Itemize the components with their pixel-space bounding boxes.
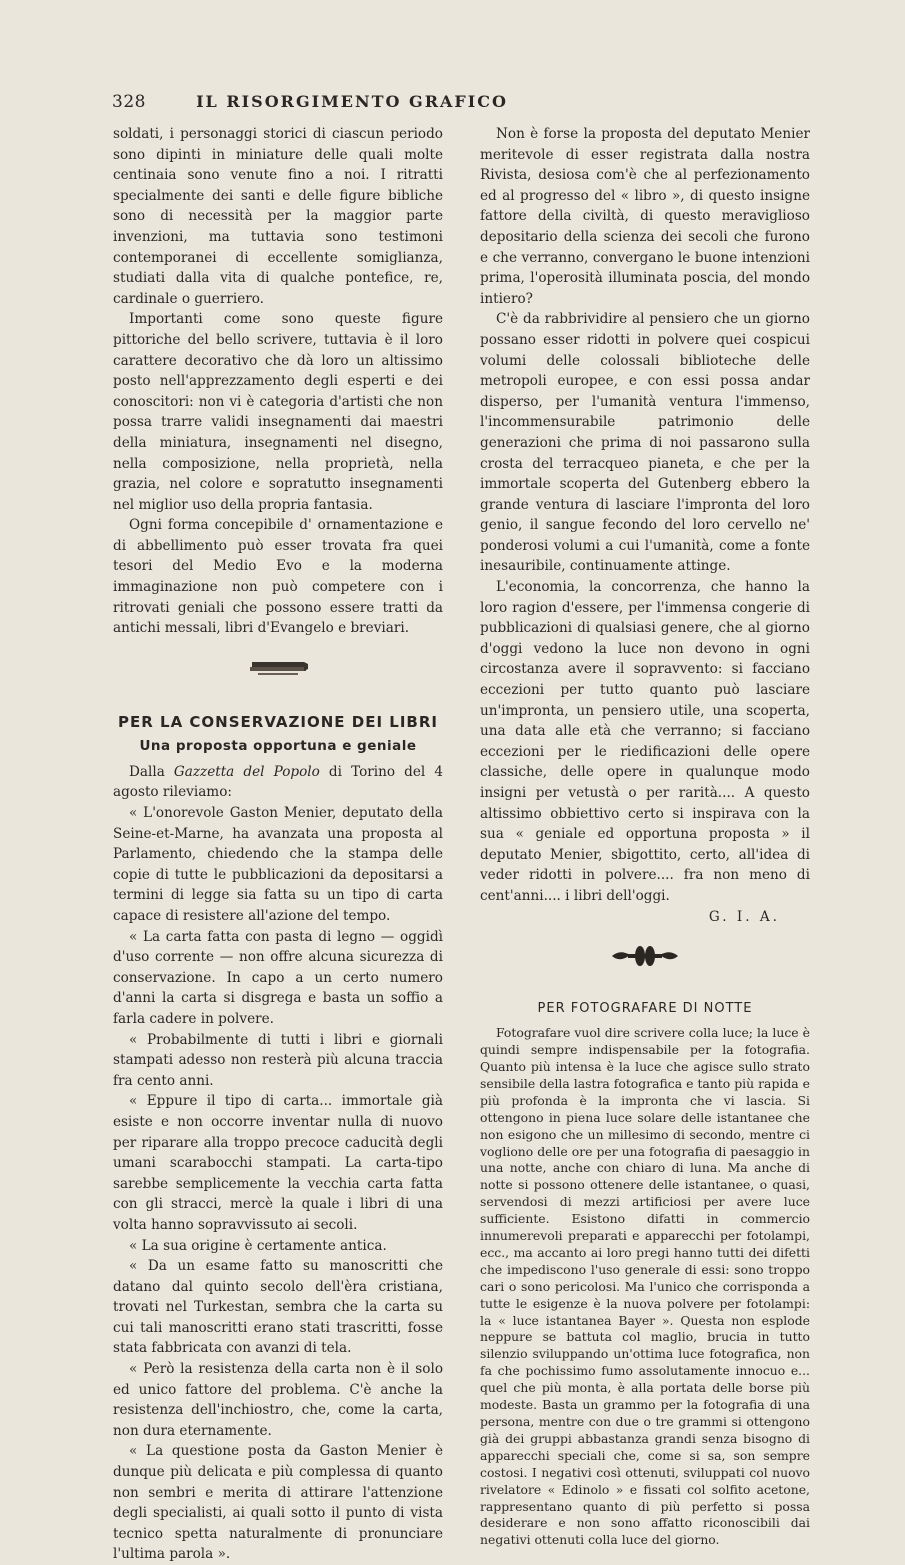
section-title: PER FOTOGRAFARE DI NOTTE — [537, 1001, 753, 1017]
section-subtitle: Una proposta opportuna e geniale — [139, 737, 417, 754]
right-column — [480, 124, 810, 1549]
quote-paragraph: « Da un esame fatto su manoscritti che datano dal quinto secolo dell'èra cristiana, trovati nel Turkestan, sembra che la carta su cui tali manoscritti erano stati trascritti, fosse stata fabbricata con avanzi di tela. — [113, 1258, 443, 1357]
left-column — [113, 124, 443, 1565]
section-intro: Dalla Gazzetta del Popolo di Torino del 4 agosto rileviamo: — [113, 763, 444, 801]
quote-paragraph: « L'onorevole Gaston Menier, deputato della Seine-et-Marne, ha avanzata una proposta al Parlamento, chiedendo che la stampa delle copie di tutte le pubblicazioni da depositarsi a termini di legge sia fatta su un tipo di carta capace di resistere all'azione del tempo. — [113, 805, 443, 924]
section-title: PER LA CONSERVAZIONE DEI LIBRI — [118, 712, 438, 731]
quote-paragraph: « Eppure il tipo di carta... immortale già esiste e non occorre inventar nulla di nuovo per riparare alla troppo precoce caducità degli umani scarabocchi stampati. La carta-tipo sarebbe semplicemente la vecchia carta fatta con gli stracci, mercè la quale i libri di una volta hanno sopravvissuto ai secoli. — [113, 1093, 443, 1233]
quote-paragraph: « La carta fatta con pasta di legno — oggidì d'uso corrente — non offre alcuna sicurezza di conservazione. In capo a un certo numero d'anni la carta si disgrega e basta un soffio a farla cadere in polvere. — [113, 928, 443, 1027]
paragraph: Importanti come sono queste figure pittoriche del bello scrivere, tuttavia è il loro carattere decorativo che dà loro un altissimo posto nell'apprezzamento degli esperti e dei conoscitori: non vi è categoria d'artisti che non possa trarre validi insegnamenti dai maestri della miniatura, insegnamenti nel disegno, nella composizione, nella proprietà, nella grazia, nel colore e sopratutto insegnamenti nel miglior uso della propria fantasia. — [113, 311, 443, 513]
fleuron-ornament-icon — [480, 941, 810, 985]
paragraph: soldati, i personaggi storici di ciascun periodo sono dipinti in miniature delle quali molte centinaia sono venute fino a noi. I ritratti specialmente dei santi e delle figure bibliche sono di necessità per la maggior parte invenzioni, ma tuttavia sono testimoni contemporanei di eccellente somiglianza, studiati dalla vita di qualche pontefice, re, cardinale o guerriero. — [113, 126, 443, 307]
source-title: Gazzetta del Popolo — [173, 763, 320, 780]
quote-paragraph: « Però la resistenza della carta non è il solo ed unico fattore del problema. C'è anche la resistenza dell'inchiostro, che, come la carta, non dura eternamente. — [113, 1361, 443, 1439]
paragraph: Non è forse la proposta del deputato Menier meritevole di esser registrata dalla nostra Rivista, desiosa com'è che al perfezionamento ed al progresso del « libro », di questo insigne fattore della civiltà, di questo meraviglioso depositario della scienza dei secoli che furono e che verranno, convergano le buone intenzioni prima, l'operosità illuminata poscia, del mondo intiero? — [480, 126, 810, 307]
paragraph: Ogni forma concepibile d' ornamentazione e di abbellimento può esser trovata fra quei tesori del Medio Evo e la moderna immaginazione non può competere con i ritrovati geniali che possono essere tratti da antichi messali, libri d'Evangelo e breviari. — [113, 517, 443, 637]
page-number: 328 — [112, 92, 146, 112]
quote-paragraph: « Probabilmente di tutti i libri e giornali stampati adesso non resterà più alcuna traccia fra cento anni. — [113, 1031, 443, 1089]
pen-ornament-icon — [113, 653, 443, 697]
running-title: IL RISORGIMENTO GRAFICO — [196, 92, 508, 111]
section-body: Fotografare vuol dire scrivere colla luce; la luce è quindi sempre indispensabile per la fotografia. Quanto più intensa è la luce che agisce sullo strato sensibile della lastra fotografica e tanto più rapida e più profonda è la impronta che vi lascia. Si ottengono in piena luce solare delle istantanee che non esigono che un millesimo di secondo, mentre ci vogliono delle ore per una fotografia di paesaggio in una notte, anche con chiaro di luna. Ma anche di notte si possono ottenere delle istantanee, o quasi, servendosi di mezzi artificiosi per avere luce sufficiente. Esistono difatti in commercio innumerevoli preparati e apparecchi per fotolampi, ecc., ma accanto ai loro pregi hanno tutti dei difetti che impediscono l'uso generale di essi: sono troppo cari o sono pericolosi. Ma l'unico che corrisponda a tutte le esigenze è la nuova polvere per fotolampi: la « luce istantanea Bayer ». Questa non esplode neppure se battuta col maglio, brucia in tutto silenzio sviluppando un'ottima luce fotografica, non fa che pochissimo fumo assolutamente innocuo e... quel che più monta, è alla portata delle borse più modeste. Basta un grammo per la fotografia di una persona, mentre con due o tre grammi si ottengono già dei gruppi abbastanza grandi senza bisogno di apparecchi speciali che, come si sa, son sempre costosi. I negativi così ottenuti, sviluppati col nuovo rivelatore « Edinolo » e fissati col solfito acetone, rappresentano quanto di più perfetto si possa desiderare e non sono affatto riconoscibili dai negativi ottenuti colla luce del giorno. — [480, 1025, 810, 1548]
paragraph: L'economia, la concorrenza, che hanno la loro ragion d'essere, per l'immensa congerie di pubblicazioni di qualsiasi genere, che al giorno d'oggi vedono la luce non devono in ogni circostanza avere il sopravvento: si facciano eccezioni per tutto quanto può lasciare un'impronta, un pensiero utile, una scoperta, una data alle età che verranno; si facciano eccezioni per le riedificazioni delle opere classiche, delle opere in qualunque modo insigni per vetustà o per rarità.... A questo altissimo obbiettivo certo si inspirava con la sua « geniale ed opportuna proposta » il deputato Menier, sbigottito, certo, all'idea di veder ridotti in polvere.... fra non meno di cent'anni.... i libri dell'oggi. — [480, 579, 810, 904]
paragraph: C'è da rabbrividire al pensiero che un giorno possano esser ridotti in polvere quei cospicui volumi delle colossali biblioteche delle metropoli europee, e con essi possa andar disperso, per l'umanità ventura l'immenso, l'incommensurabile patrimonio delle generazioni che prima di noi passarono sulla crosta del terracqueo pianeta, e che per la immortale scoperta del Gutenberg ebbero la grande ventura di lasciare l'impronta del loro genio, il sangue fecondo del loro cervello ne' ponderosi volumi a cui l'umanità, come a fonte inesauribile, continuamente attinge. — [480, 311, 810, 575]
signature: G. I. A. — [708, 908, 780, 925]
quote-paragraph: « La sua origine è certamente antica. — [129, 1237, 387, 1254]
quote-paragraph: « La questione posta da Gaston Menier è dunque più delicata e più complessa di quanto non sembri e merita di attirare l'attenzione degli specialisti, ai quali sotto il punto di vista tecnico spetta naturalmente di pronunciare l'ultima parola ». — [113, 1443, 443, 1563]
page-header — [112, 92, 572, 114]
